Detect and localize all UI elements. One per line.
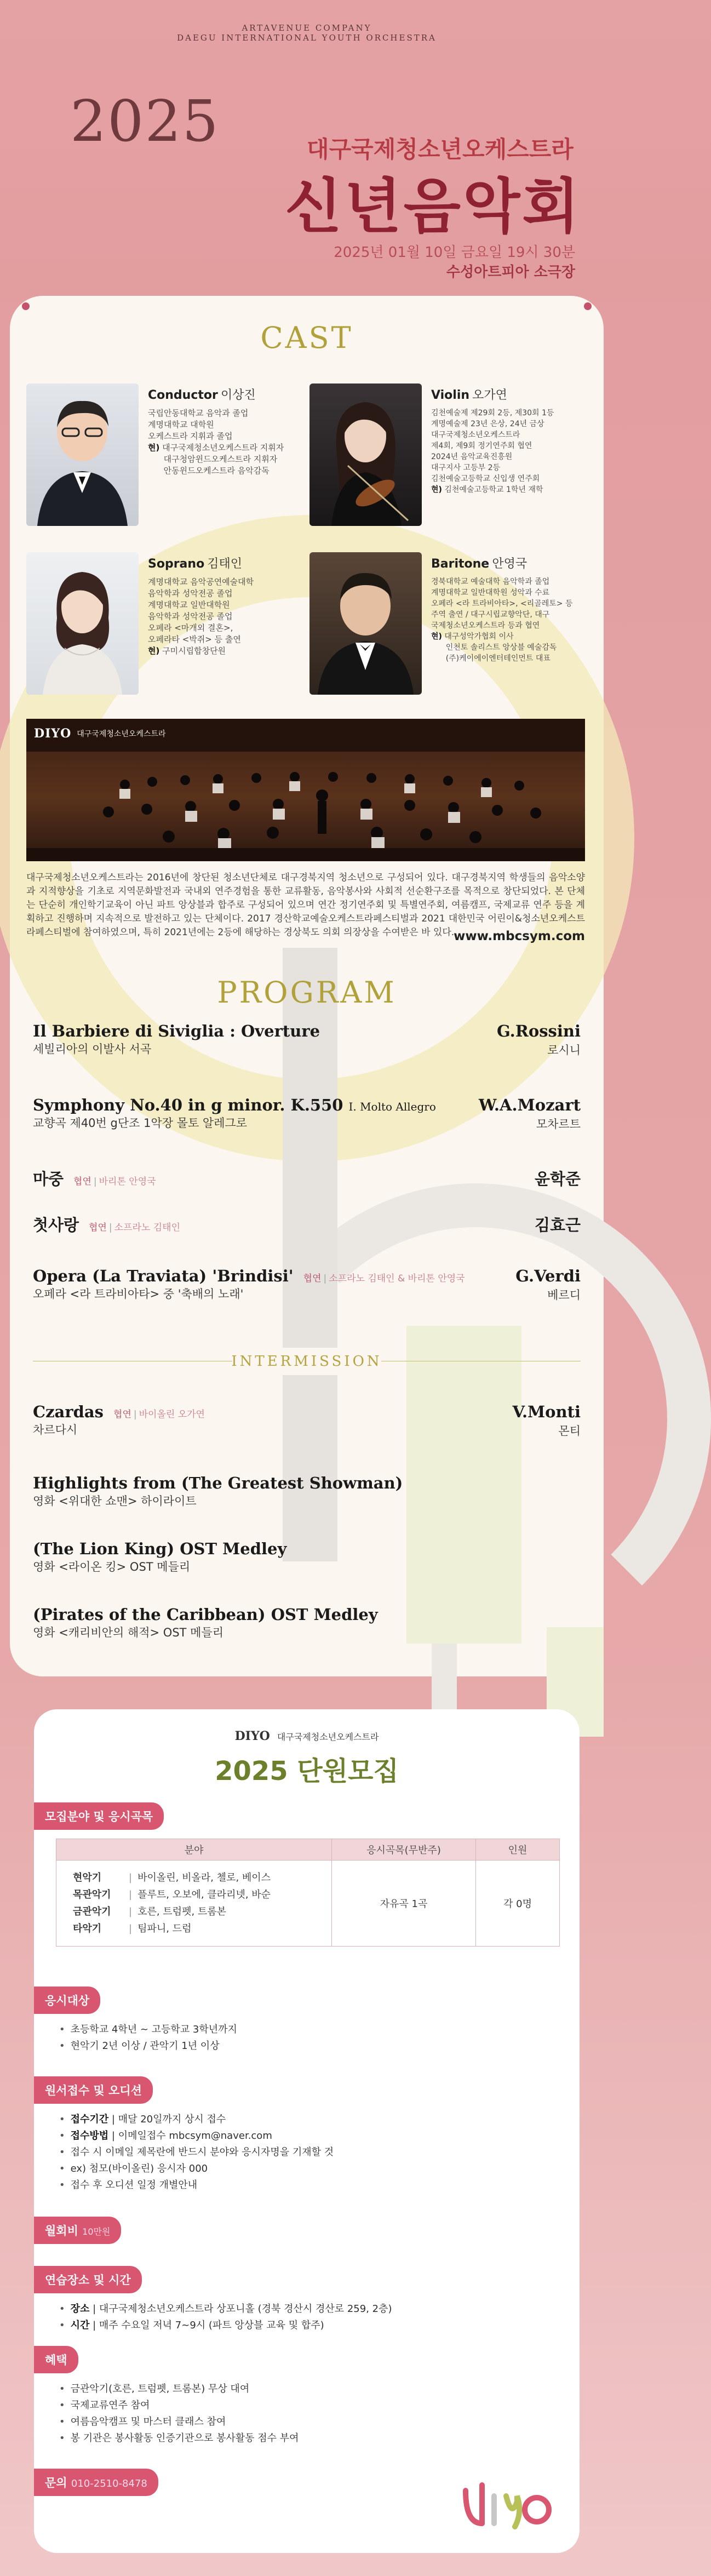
item-text: | 매달 20일까지 상시 접수 — [108, 2114, 226, 2125]
cast-bio — [431, 576, 573, 664]
cast-name: 이상진 — [220, 388, 256, 402]
decor-dot-right — [584, 302, 592, 310]
cast-role: Soprano — [148, 557, 205, 571]
program-title-line — [33, 1213, 581, 1235]
composer-korean-name: 베르디 — [547, 1289, 581, 1302]
bio-line — [148, 599, 254, 611]
soloist-name: 바이올린 오가연 — [139, 1409, 205, 1420]
bio-line — [431, 440, 554, 451]
program-title: PROGRAM — [217, 975, 397, 1010]
composer — [535, 1167, 581, 1189]
bio-text: 계명대학교 일반대학원 성악과 수료 — [431, 588, 550, 597]
field-row — [73, 1903, 315, 1920]
list-item — [59, 2111, 334, 2128]
bio-line — [431, 598, 573, 609]
bio-text: 안동윈드오케스트라 음악감독 — [148, 466, 270, 476]
count-cell: 각 0명 — [476, 1861, 560, 1947]
composer-name: G.Verdi — [515, 1267, 581, 1285]
bio-text: 계명대학교 대학원 — [148, 420, 214, 430]
cast-bio — [431, 408, 554, 495]
diyo-logo-icon: DIYO — [34, 726, 72, 741]
decor-dot-left — [22, 302, 30, 310]
piece-korean-title: 영화 <캐리비안의 해적> OST 메들리 — [33, 1626, 224, 1639]
field-row — [73, 1886, 315, 1903]
table-header: 응시곡목(무반주) — [332, 1839, 476, 1861]
bio-text: 계명대학교 일반대학원 — [148, 600, 230, 610]
piece-korean-title: 영화 <라이온 킹> OST 메들리 — [33, 1560, 191, 1573]
cast-name: 김태인 — [207, 557, 243, 571]
bio-line — [148, 611, 254, 622]
bio-prefix: 현) — [148, 646, 160, 656]
item-text: | 매주 수요일 저녁 7~9시 (파트 앙상블 교육 및 합주) — [89, 2320, 324, 2331]
orchestra-logo-text: 대구국제청소년오케스트라 — [77, 730, 166, 739]
company-line-2: DAEGU INTERNATIONAL YOUTH ORCHESTRA — [177, 33, 437, 43]
cast-role: Violin — [431, 388, 470, 402]
separator: | — [129, 1923, 133, 1934]
bio-text: (주)케이에이엔터테인먼트 대표 — [431, 654, 551, 663]
separator: | — [108, 1222, 112, 1233]
piece-movement: I. Molto Allegro — [348, 1100, 436, 1113]
bio-text: 대구국제청소년오케스트라 지휘자 — [159, 443, 284, 453]
fields-list-cell — [56, 1861, 332, 1947]
bio-line — [431, 631, 573, 642]
soloist-info — [303, 1273, 465, 1284]
contact-tag — [34, 2469, 158, 2496]
concert-year: 2025 — [70, 88, 220, 154]
soloist-label: 협연 — [73, 1176, 91, 1187]
piece-title: 첫사랑 — [33, 1216, 79, 1234]
bio-text: 대구성악가협회 이사 — [441, 632, 514, 641]
person-portrait-icon — [309, 552, 422, 695]
field-category: 타악기 — [73, 1923, 102, 1934]
bio-prefix: 현) — [431, 485, 442, 494]
composer — [513, 1403, 581, 1439]
violinist-photo — [309, 383, 422, 526]
bio-prefix: 현) — [148, 443, 160, 453]
company-line-1: ARTAVENUE COMPANY — [242, 23, 372, 33]
piece-cell: 자유곡 1곡 — [332, 1861, 476, 1947]
separator: | — [129, 1872, 133, 1884]
bio-line — [431, 609, 573, 620]
list-item: • 초등학교 4학년 ~ 고등학교 3학년까지 — [59, 2022, 237, 2038]
bio-line — [148, 645, 254, 657]
item-label: 접수기간 — [70, 2114, 109, 2125]
piece-title: Highlights from (The Greatest Showman) — [33, 1474, 403, 1492]
bio-text: 국립안동대학교 음악과 졸업 — [148, 408, 249, 418]
cast-card-soprano — [26, 552, 300, 700]
bio-line — [431, 642, 573, 653]
bio-line — [431, 620, 573, 631]
concert-date: 2025년 01월 10일 금요일 19시 30분 — [334, 244, 575, 261]
soloist-label: 협연 — [303, 1273, 322, 1284]
composer-korean-name: 로시니 — [547, 1044, 581, 1057]
item-label: 장소 — [70, 2303, 90, 2315]
piece-title: 마중 — [33, 1170, 64, 1188]
composer-korean-name: 모차르트 — [536, 1118, 581, 1131]
fields-table — [56, 1839, 560, 1947]
soprano-heading — [148, 554, 242, 571]
piece-korean-title: 차르다시 — [33, 1423, 78, 1436]
program-title-line — [33, 1474, 581, 1492]
composer — [479, 1096, 581, 1132]
bio-line — [148, 634, 254, 645]
orchestra-logo-overlay — [34, 726, 166, 741]
piece-title: (The Lion King) OST Medley — [33, 1539, 287, 1558]
program-title-line — [33, 1267, 581, 1285]
bio-line — [148, 465, 284, 477]
benefits-list — [59, 2381, 299, 2447]
program-item — [33, 1539, 581, 1575]
bio-text: 구미시립합창단원 — [159, 646, 226, 656]
composer-name: 김효근 — [534, 1216, 581, 1234]
apply-tag: 원서접수 및 오디션 — [34, 2076, 153, 2104]
item-label: 접수방법 — [70, 2130, 109, 2142]
field-row — [73, 1920, 315, 1937]
fee-label: 월회비 — [45, 2224, 78, 2237]
field-instruments: 호른, 트럼펫, 트롬본 — [137, 1906, 227, 1917]
violin-heading — [431, 386, 507, 403]
field-category: 현악기 — [73, 1872, 102, 1884]
program-item — [33, 1403, 581, 1438]
bio-text: 오페라 <라 트라비아타>, <리골레토> 등 — [431, 599, 573, 608]
bio-text: 대구청암윈드오케스트라 지휘자 — [148, 454, 278, 464]
orchestra-name: 대구국제청소년오케스트라 — [307, 136, 574, 163]
bio-text: 대구지사 고등부 2등 — [431, 463, 500, 472]
table-header: 인원 — [476, 1839, 560, 1861]
orchestra-photo — [26, 719, 585, 861]
bio-text: 음악학과 성악전공 졸업 — [148, 588, 233, 598]
composer-korean-name: 몬티 — [558, 1424, 581, 1438]
conductor-heading — [148, 386, 256, 403]
bio-text: 주역 출연 / 대구시립교향악단, 대구 — [431, 610, 550, 619]
list-item: • 현악기 2년 이상 / 관악기 1년 이상 — [59, 2038, 237, 2054]
bio-text: 김천예술고등학교 신입생 연주회 — [431, 474, 540, 483]
eligibility-list — [59, 2022, 237, 2054]
bio-text: 김천예술고등학교 1학년 재학 — [441, 485, 543, 494]
bio-line — [431, 587, 573, 598]
program-item — [33, 1096, 581, 1131]
bio-line — [431, 473, 554, 484]
bio-line — [148, 622, 254, 634]
piece-korean-title: 오페라 <라 트라비아타> 중 '축배의 노래' — [33, 1287, 244, 1301]
field-instruments: 바이올린, 비올라, 첼로, 베이스 — [137, 1872, 271, 1884]
bio-line — [431, 462, 554, 473]
bio-line — [148, 576, 254, 588]
bio-line — [148, 431, 284, 442]
person-portrait-icon — [26, 552, 139, 695]
composer-name: V.Monti — [512, 1403, 581, 1421]
piece-title: Opera (La Traviata) 'Brindisi' — [33, 1267, 294, 1285]
item-text: 접수 후 오디션 일정 개별안내 — [70, 2179, 198, 2191]
soloist-info — [113, 1409, 205, 1420]
composer — [515, 1267, 581, 1303]
list-item — [59, 2317, 392, 2334]
person-portrait-icon — [26, 383, 139, 526]
bio-text: 계명예술제 23년 은상, 24년 금상 — [431, 420, 544, 428]
recruit-logo-text: 대구국제청소년오케스트라 — [277, 1732, 379, 1742]
cast-card-violin — [309, 383, 594, 531]
practice-list — [59, 2301, 392, 2334]
field-category: 금관악기 — [73, 1906, 111, 1917]
diyo-logo-icon: DIYO — [234, 1729, 270, 1743]
list-item — [59, 2161, 334, 2177]
baritone-heading — [431, 554, 527, 571]
bio-text: 제4회, 제9회 정기연주회 협연 — [431, 442, 532, 450]
composer — [497, 1022, 581, 1058]
recruit-title: 2025 단원모집 — [215, 1756, 399, 1787]
item-text: | 이메일접수 mbcsym@naver.com — [108, 2130, 272, 2142]
bio-text: 김천예술제 제29회 2등, 제30회 1등 — [431, 409, 554, 417]
cast-role: Baritone — [431, 557, 490, 571]
cast-name: 안영국 — [492, 557, 527, 571]
item-text: ex) 첨모(바이올린) 응시자 000 — [70, 2163, 208, 2174]
baritone-photo — [309, 552, 422, 695]
cast-bio — [148, 408, 284, 477]
piece-korean-title: 세빌리아의 이발사 서곡 — [33, 1043, 152, 1056]
piece-korean-title: 교향곡 제40번 g단조 1악장 몰토 알레그로 — [33, 1117, 248, 1130]
soprano-photo — [26, 552, 139, 695]
bio-text: 오케스트라 지휘과 졸업 — [148, 431, 233, 441]
field-category: 목관악기 — [73, 1889, 111, 1900]
piece-title: Czardas — [33, 1403, 104, 1421]
bio-text: 계명대학교 음악공연예술대학 — [148, 577, 254, 587]
bio-text: 오페라 <마개외 결혼>, — [148, 623, 233, 633]
recruitment-card — [34, 1709, 580, 2553]
soloist-label: 협연 — [89, 1222, 107, 1233]
program-item — [33, 1605, 581, 1640]
program-item — [33, 1167, 581, 1189]
contact-label: 문의 — [45, 2476, 67, 2489]
company-name — [0, 23, 613, 43]
list-item — [59, 2177, 334, 2194]
list-item — [59, 2144, 334, 2161]
separator: | — [323, 1273, 327, 1284]
field-instruments: 팀파니, 드럼 — [137, 1923, 192, 1934]
apply-list — [59, 2111, 334, 2194]
bio-text: 대구국제청소년오케스트라 — [431, 431, 520, 439]
soloist-name: 소프라노 김태인 & 바리톤 안영국 — [329, 1273, 465, 1284]
person-portrait-icon — [309, 383, 422, 526]
separator: | — [93, 1176, 97, 1187]
item-text: | 대구국제청소년오케스트라 상포니홀 (경북 경산시 경산로 259, 2층) — [89, 2303, 392, 2315]
eligibility-tag: 응시대상 — [34, 1987, 100, 2014]
list-item: • 여름음악캠프 및 마스터 클래스 참여 — [59, 2414, 299, 2430]
composer-name: 윤학준 — [534, 1170, 581, 1188]
composer — [535, 1213, 581, 1235]
soloist-name: 소프라노 김태인 — [114, 1222, 180, 1233]
bio-line — [148, 408, 284, 419]
concert-title: 신년음악회 — [285, 173, 582, 241]
bio-line — [431, 576, 573, 587]
separator: | — [133, 1409, 137, 1420]
program-item — [33, 1213, 581, 1235]
bio-text: 음악학과 성악전공 졸업 — [148, 611, 233, 621]
list-item: • 국제교류연주 참여 — [59, 2397, 299, 2414]
intermission-label: INTERMISSION — [231, 1353, 382, 1370]
bio-text: 2024년 음악교육진흥원 — [431, 453, 513, 461]
program-title-line — [33, 1167, 581, 1189]
bio-line — [431, 408, 554, 419]
item-text: 접수 시 이메일 제목란에 반드시 분야와 응시자명을 기재할 것 — [70, 2146, 334, 2158]
bio-text: 인천토 솔리스트 앙상블 예술감독 — [431, 643, 557, 652]
bio-line — [431, 451, 554, 462]
list-item — [59, 2128, 334, 2144]
soloist-info — [89, 1222, 180, 1233]
contact-phone[interactable]: 010-2510-8478 — [71, 2478, 147, 2489]
bio-text: 경북대학교 예술대학 음악학과 졸업 — [431, 577, 550, 586]
program-title-line — [33, 1403, 581, 1421]
list-item: • 봉 기관은 봉사활동 인증기관으로 봉사활동 점수 부여 — [59, 2430, 299, 2447]
piece-title: Symphony No.40 in g minor. K.550 — [33, 1096, 343, 1114]
composer-name: W.A.Mozart — [478, 1096, 581, 1114]
program-item — [33, 1474, 581, 1509]
piece-korean-title: 영화 <위대한 쇼맨> 하이라이트 — [33, 1495, 197, 1508]
separator: | — [129, 1889, 133, 1900]
field-instruments: 플루트, 오보에, 클라리넷, 바순 — [137, 1889, 271, 1900]
program-title-line — [33, 1605, 581, 1624]
fee-value: 10만원 — [82, 2226, 111, 2237]
orchestra-intro: 대구국제청소년오케스트라는 2016년에 창단된 청소년단체로 대구경북지역 청소년으로 구성되어 있다. 대구경북지역 학생들의 음악소양과 지적향상을 기초로 지역문화발전과 국내외 연주경험을 통한 교류활동, 음악봉사와 사회적 선순환구조를 목적으로 창단되었다. 본 단체는 단순히 개인학기교육이 아닌 파트 앙상블과 합주로 구성되어 있으며 연간 정기연주회 및 특별연주회, 여름캠프, 국제교류 연주 등을 계획하고 진행하며 지속적으로 발전하고 있는 단체이다. 2017 경산학교예술오케스트라페스티벌과 2021 대한민국 어린이&청소년오케스트라페스티벌에 참여하였으며, 특히 2021년에는 2등에 해당하는 경상북도 의회 의장상을 수여받은 바 있다. — [26, 872, 585, 938]
recruit-logo — [34, 1729, 580, 1743]
cast-name: 오가연 — [472, 388, 507, 402]
bio-text: 국제청소년오케스트라 등과 협연 — [431, 621, 540, 630]
bio-line — [431, 653, 573, 664]
fee-tag — [34, 2217, 121, 2244]
program-item — [33, 1267, 581, 1302]
soloist-name: 바리톤 안영국 — [99, 1176, 156, 1187]
piece-title: (Pirates of the Caribbean) OST Medley — [33, 1605, 378, 1624]
cast-card-baritone — [309, 552, 594, 700]
list-item — [59, 2301, 392, 2317]
cast-title: CAST — [260, 320, 353, 355]
bio-line — [431, 430, 554, 440]
separator: | — [129, 1906, 133, 1917]
bio-text: 오페라타 <박쥐> 등 출연 — [148, 634, 241, 644]
field-row — [73, 1869, 315, 1886]
bio-line — [148, 588, 254, 599]
table-header: 분야 — [56, 1839, 332, 1861]
bio-line — [431, 484, 554, 495]
bio-line — [148, 419, 284, 431]
website-link[interactable]: www.mbcsym.com — [454, 929, 585, 943]
benefits-tag: 혜택 — [34, 2346, 78, 2373]
bio-line — [148, 454, 284, 465]
cast-bio — [148, 576, 254, 657]
piece-title: Il Barbiere di Siviglia : Overture — [33, 1022, 320, 1040]
diyo-big-logo-icon — [460, 2480, 553, 2531]
concert-venue: 수성아트피아 소극장 — [446, 264, 575, 281]
program-item — [33, 1022, 581, 1057]
cast-card-conductor — [26, 383, 300, 531]
item-label: 시간 — [70, 2320, 90, 2331]
conductor-photo — [26, 383, 139, 526]
practice-tag: 연습장소 및 시간 — [34, 2266, 142, 2293]
composer-name: G.Rossini — [496, 1022, 581, 1040]
bio-line — [431, 419, 554, 430]
bio-line — [148, 442, 284, 454]
soloist-info — [73, 1176, 156, 1187]
bio-prefix: 현) — [431, 632, 442, 641]
soloist-label: 협연 — [113, 1409, 131, 1420]
cast-role: Conductor — [148, 388, 218, 402]
list-item: • 금관악기(호른, 트럼펫, 트롬본) 무상 대여 — [59, 2381, 299, 2397]
fields-tag: 모집분야 및 응시곡목 — [34, 1802, 164, 1830]
program-title-line — [33, 1539, 581, 1558]
